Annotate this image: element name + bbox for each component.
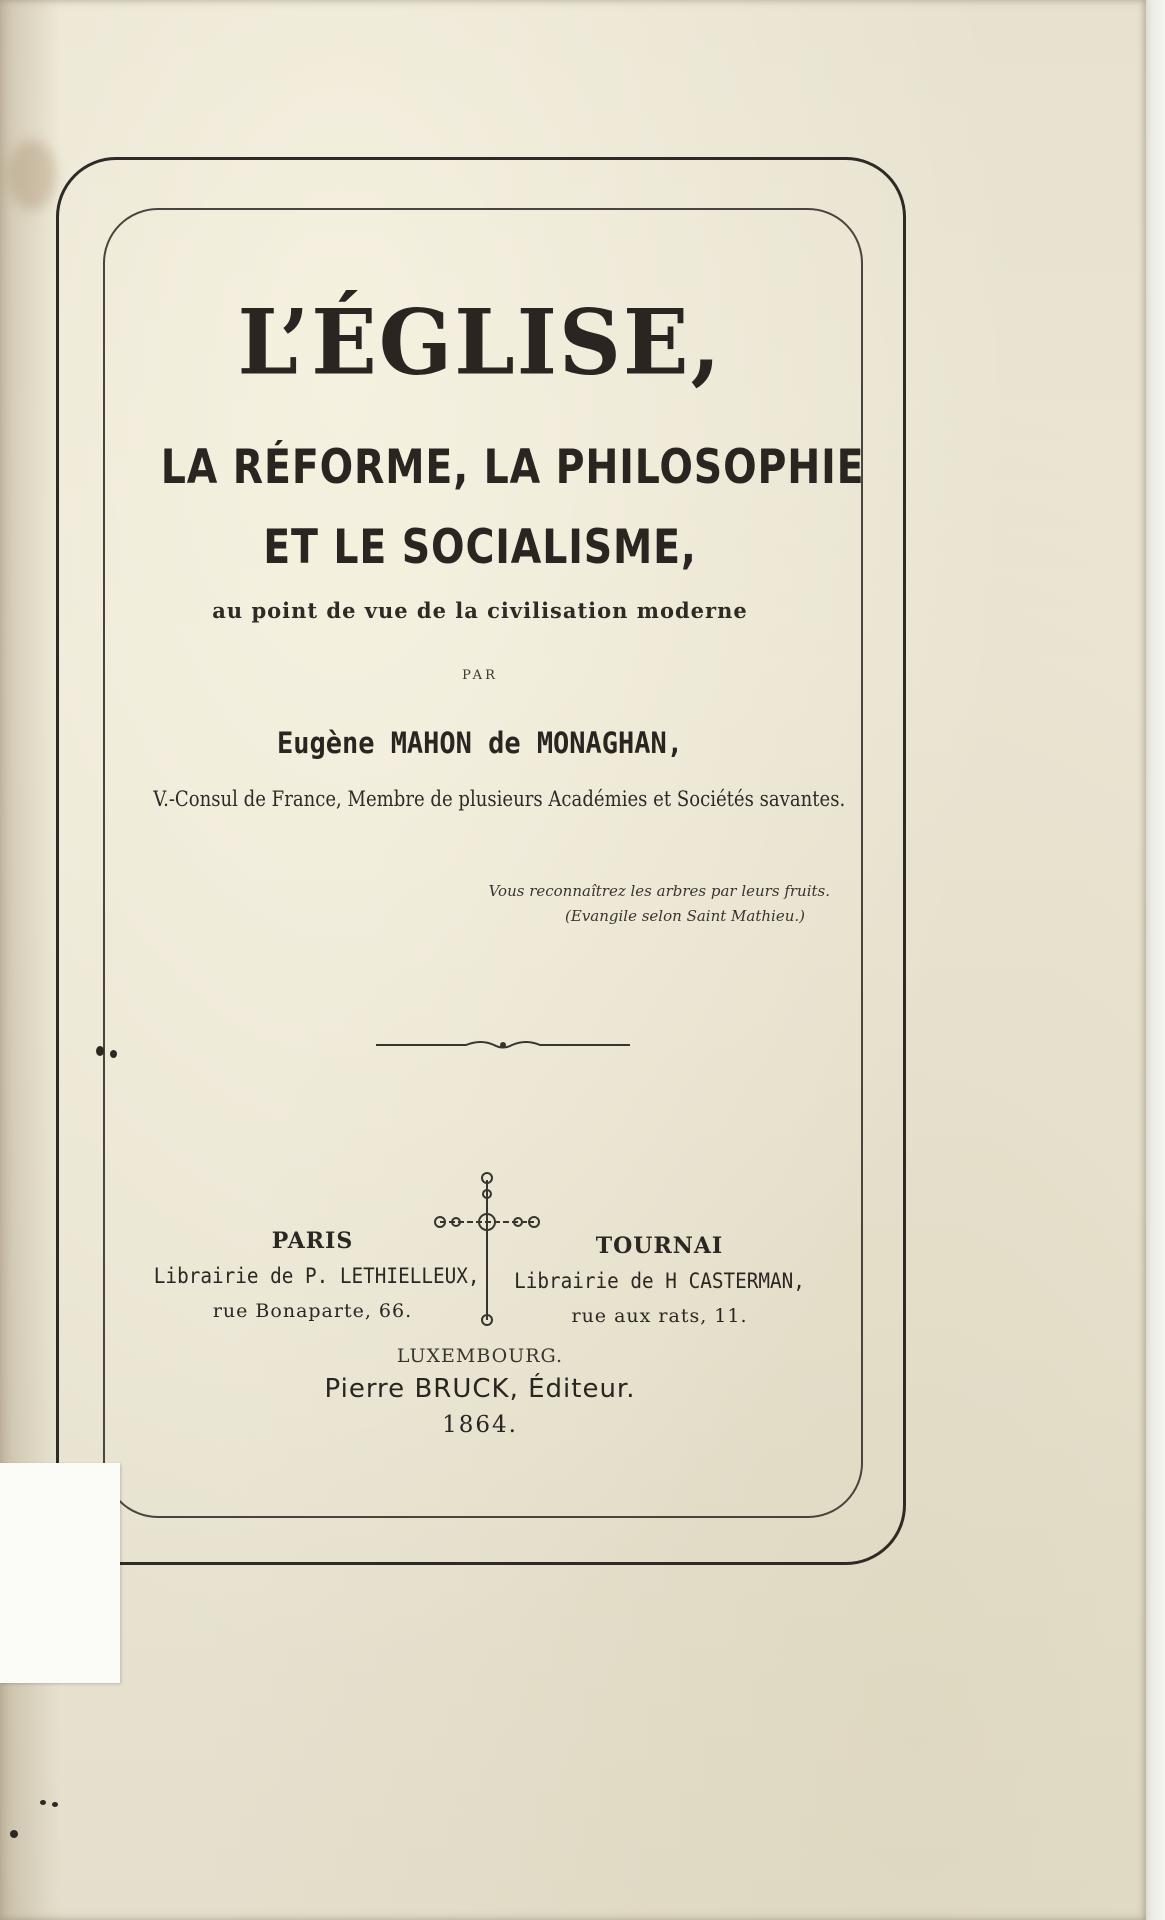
- imprint-editor: Pierre BRUCK, Éditeur.: [324, 1374, 636, 1404]
- library-label-slip: [0, 1463, 120, 1683]
- subtitle: au point de vue de la civilisation moderne: [212, 598, 748, 623]
- title-line-3: ET LE SOCIALISME,: [263, 520, 697, 575]
- author-credentials: V.-Consul de France, Membre de plusieurs Académies et Sociétés savantes.: [153, 787, 846, 811]
- imprint-year: 1864.: [442, 1412, 518, 1438]
- publisher-paris: [140, 1228, 485, 1322]
- scan-edge: [1143, 0, 1165, 1920]
- publisher-house: Librairie de H CASTERMAN,: [514, 1269, 805, 1293]
- title-main: L’ÉGLISE,: [237, 289, 723, 396]
- publisher-address: rue Bonaparte, 66.: [212, 1300, 413, 1322]
- publisher-address: rue aux rats, 11.: [571, 1305, 748, 1327]
- epigraph-text: Vous reconnaîtrez les arbres par leurs fruits.: [488, 882, 830, 900]
- publisher-house: Librairie de P. LETHIELLEUX,: [153, 1264, 480, 1288]
- ink-speck: [96, 1046, 104, 1056]
- ink-speck: [52, 1802, 58, 1807]
- title-line-2: LA RÉFORME, LA PHILOSOPHIE: [160, 440, 865, 495]
- author-name: Eugène MAHON de MONAGHAN,: [277, 726, 683, 760]
- paper-stain: [8, 140, 56, 210]
- publisher-city: TOURNAI: [595, 1233, 724, 1259]
- publisher-city: PARIS: [271, 1228, 354, 1254]
- ornamental-rule: [376, 1035, 630, 1055]
- ink-speck: [10, 1830, 18, 1838]
- imprint-place: LUXEMBOURG.: [396, 1345, 564, 1367]
- ink-speck: [40, 1800, 46, 1805]
- ink-speck: [110, 1050, 117, 1058]
- publisher-tournai: [487, 1233, 832, 1327]
- epigraph-source: (Evangile selon Saint Mathieu.): [565, 907, 805, 925]
- by-label: PAR: [462, 668, 498, 683]
